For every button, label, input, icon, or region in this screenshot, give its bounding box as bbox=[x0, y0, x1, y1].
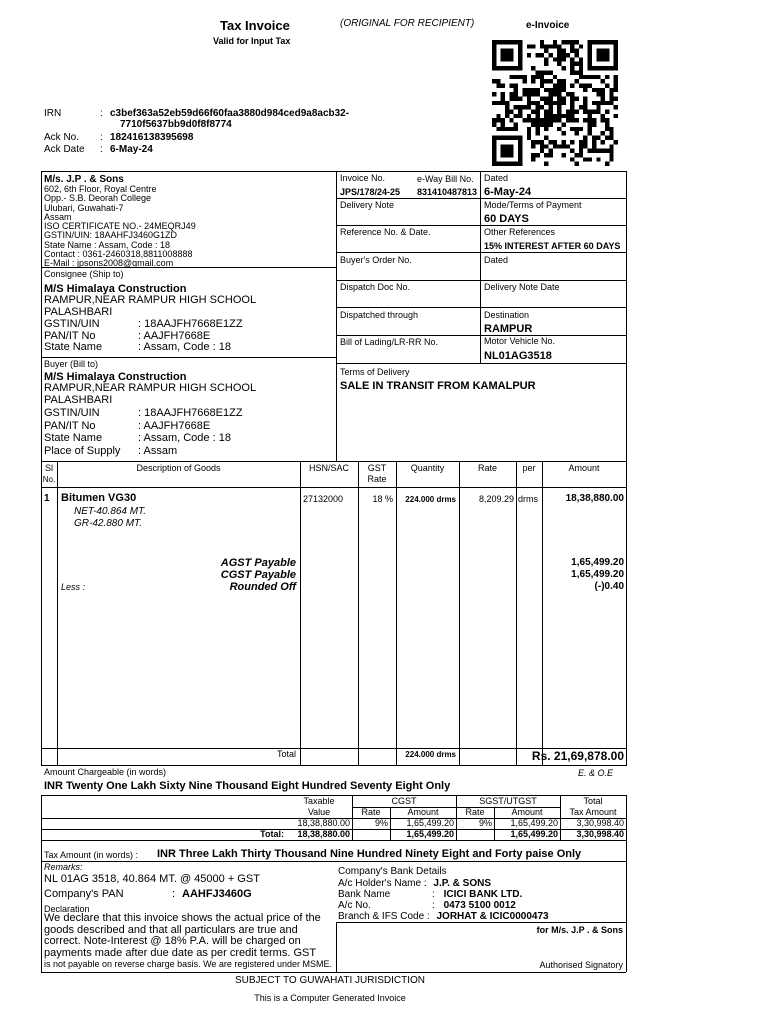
declaration-label: Declaration bbox=[44, 904, 90, 914]
eway-label: e-Way Bill No. bbox=[417, 174, 474, 184]
sgst-header: SGST/UTGST bbox=[479, 796, 537, 806]
bank-holder: A/c Holder's Name : J.P. & SONS bbox=[338, 878, 492, 889]
invoice-title: Tax Invoice bbox=[220, 18, 290, 33]
sgst-rate-header: Rate bbox=[465, 807, 485, 817]
terms-delivery: SALE IN TRANSIT FROM KAMALPUR bbox=[340, 380, 536, 392]
invoice-no: JPS/178/24-25 bbox=[340, 187, 401, 197]
remarks-label: Remarks: bbox=[44, 862, 83, 872]
remarks: NL 01AG 3518, 40.864 MT. @ 45000 + GST bbox=[44, 873, 260, 885]
authorised-signatory: Authorised Signatory bbox=[539, 960, 623, 970]
dated-label: Dated bbox=[484, 173, 509, 183]
col-sl: Sl No. bbox=[42, 463, 56, 484]
declaration-text: We declare that this invoice shows the actual price of the goods described and that all particulars are true and correct. Note-Interest @ 18% P.A. will be charged on payments made after due date as per credit terms. GST is not payable on reverse charge basis. We are registered under MSME. bbox=[44, 912, 332, 969]
col-per: per bbox=[522, 463, 536, 473]
seller-block bbox=[44, 174, 196, 269]
total-label: Total bbox=[276, 749, 296, 759]
dispatch-doc-label: Dispatch Doc No. bbox=[340, 282, 411, 292]
eway-no: 831410487813 bbox=[417, 187, 478, 197]
cgst-amount: 1,65,499.20 bbox=[571, 569, 624, 580]
col-gst: GST Rate bbox=[367, 463, 387, 484]
terms-delivery-label: Terms of Delivery bbox=[340, 367, 410, 377]
destination-label: Destination bbox=[484, 310, 530, 320]
other-ref-label: Other References bbox=[484, 227, 556, 237]
tax-row-cgst-rate: 9% bbox=[374, 818, 388, 828]
bank-branch: Branch & IFS Code : JORHAT & ICIC0000473 bbox=[338, 911, 549, 922]
total-amount: Rs. 21,69,878.00 bbox=[531, 749, 624, 763]
jurisdiction: SUBJECT TO GUWAHATI JURISDICTION bbox=[234, 975, 425, 986]
delivery-note-date-label: Delivery Note Date bbox=[484, 282, 560, 292]
motor-vehicle: NL01AG3518 bbox=[484, 350, 552, 362]
agst-amount: 1,65,499.20 bbox=[571, 557, 624, 568]
sgst-amount-header: Amount bbox=[511, 807, 543, 817]
cgst-header: CGST bbox=[391, 796, 417, 806]
qr-code-icon bbox=[486, 40, 624, 166]
company-pan: AAHFJ3460G bbox=[182, 888, 252, 900]
cgst-amount-header: Amount bbox=[407, 807, 439, 817]
tax-row-sgst-amount: 1,65,499.20 bbox=[510, 818, 558, 828]
bill-lading-label: Bill of Lading/LR-RR No. bbox=[340, 337, 439, 347]
round-amount: (-)0.40 bbox=[594, 581, 624, 592]
taxable-header: Taxable Value bbox=[303, 796, 335, 817]
original-label: (ORIGINAL FOR RECIPIENT) bbox=[340, 18, 475, 29]
tax-row-cgst-amount: 1,65,499.20 bbox=[406, 818, 454, 828]
terms-payment: 60 DAYS bbox=[484, 213, 529, 225]
ack-date-label: Ack Date bbox=[44, 144, 85, 155]
item-amount: 18,38,880.00 bbox=[565, 493, 624, 504]
tax-total-cgst: 1,65,499.20 bbox=[406, 829, 454, 839]
bank-acno: A/c No. : 0473 5100 0012 bbox=[338, 900, 516, 911]
tax-row-value: 18,38,880.00 bbox=[297, 818, 350, 828]
tax-total-value: 18,38,880.00 bbox=[297, 829, 350, 839]
col-quantity: Quantity bbox=[410, 463, 445, 473]
agst-label: AGST Payable bbox=[220, 557, 296, 569]
buyer-name: M/S Himalaya Construction bbox=[44, 371, 187, 383]
dispatched-through-label: Dispatched through bbox=[340, 310, 419, 320]
item-name: Bitumen VG30 bbox=[61, 492, 137, 504]
delivery-note-label: Delivery Note bbox=[340, 200, 395, 210]
computer-generated: This is a Computer Generated Invoice bbox=[254, 993, 406, 1003]
other-ref: 15% INTEREST AFTER 60 DAYS bbox=[484, 241, 621, 251]
ack-no-value: 182416138395698 bbox=[110, 132, 194, 143]
amount-in-words: INR Twenty One Lakh Sixty Nine Thousand Eight Hundred Seventy Eight Only bbox=[44, 780, 451, 792]
tax-total-sgst: 1,65,499.20 bbox=[510, 829, 558, 839]
eoe-label: E. & O.E bbox=[578, 768, 614, 778]
consignee-name: M/S Himalaya Construction bbox=[44, 283, 187, 295]
pan-label: Company's PAN bbox=[44, 888, 124, 900]
col-rate: Rate bbox=[477, 463, 497, 473]
terms-payment-label: Mode/Terms of Payment bbox=[484, 200, 582, 210]
seller-address: 602, 6th Floor, Royal Centre Opp.- S.B. Deorah College Ulubari, Guwahati-7 Assam ISO CERTIFICATE NO.- 24MEQRJ49 GSTIN/UIN: 18AAHFJ3460G1ZD State Name : Assam, Code : 18 Contact : 0361-2460318,8811008888 E-Mail : jpsons2008@gmail.com bbox=[44, 184, 196, 269]
tax-total-total: 3,30,998.40 bbox=[576, 829, 624, 839]
item-sl: 1 bbox=[44, 493, 50, 504]
for-company: for M/s. J.P . & Sons bbox=[536, 925, 623, 935]
ack-no-label: Ack No. bbox=[44, 132, 80, 143]
ack-no-colon: : bbox=[100, 132, 103, 143]
einvoice-label: e-Invoice bbox=[526, 20, 570, 31]
buyers-order-label: Buyer's Order No. bbox=[340, 255, 412, 265]
item-gst: 18 % bbox=[372, 494, 393, 504]
cgst-label: CGST Payable bbox=[220, 569, 296, 581]
tax-row-sgst-rate: 9% bbox=[478, 818, 492, 828]
col-amount: Amount bbox=[568, 463, 600, 473]
col-description: Description of Goods bbox=[136, 463, 221, 473]
col-hsn: HSN/SAC bbox=[308, 463, 349, 473]
buyer-label: Buyer (Bill to) bbox=[44, 359, 99, 369]
buyer-address: RAMPUR,NEAR RAMPUR HIGH SCHOOL PALASHBARI bbox=[44, 382, 257, 406]
bank-name: Bank Name : ICICI BANK LTD. bbox=[338, 889, 523, 900]
item-rate: 8,209.29 bbox=[478, 494, 514, 504]
tax-total-label: Total: bbox=[260, 829, 284, 839]
irn-label: IRN bbox=[44, 108, 62, 119]
total-quantity: 224.000 drms bbox=[405, 750, 456, 759]
tax-words-label: Tax Amount (in words) : bbox=[44, 850, 139, 860]
dated2-label: Dated bbox=[484, 255, 509, 265]
consignee-label: Consignee (Ship to) bbox=[44, 269, 124, 279]
pan-colon: : bbox=[172, 888, 176, 900]
ack-date-colon: : bbox=[100, 144, 103, 155]
tax-row-total: 3,30,998.40 bbox=[576, 818, 624, 828]
item-quantity: 224.000 drms bbox=[405, 495, 456, 504]
tax-words: INR Three Lakh Thirty Thousand Nine Hundred Ninety Eight and Forty paise Only bbox=[157, 848, 582, 860]
bank-title: Company's Bank Details bbox=[338, 866, 447, 877]
destination: RAMPUR bbox=[484, 323, 533, 335]
round-label: Rounded Off bbox=[229, 581, 296, 593]
reference-label: Reference No. & Date. bbox=[340, 227, 431, 237]
item-net: NET-40.864 MT. bbox=[74, 506, 147, 517]
item-hsn: 27132000 bbox=[303, 494, 344, 504]
irn-value: c3bef363a52eb59d66f60faa3880d984ced9a8acb32- 7710f5637bb9d0f8f8774 bbox=[110, 108, 350, 130]
invoice-date: 6-May-24 bbox=[484, 186, 532, 198]
item-per: drms bbox=[518, 494, 538, 504]
motor-vehicle-label: Motor Vehicle No. bbox=[484, 336, 556, 346]
total-tax-header: Total Tax Amount bbox=[569, 796, 617, 817]
less-label: Less : bbox=[61, 582, 86, 592]
item-gross: GR-42.880 MT. bbox=[74, 518, 142, 529]
chargeable-label: Amount Chargeable (in words) bbox=[44, 767, 167, 777]
consignee-ids: GSTIN/UIN : 18AAJFH7668E1ZZ PAN/IT No : AAJFH7668E State Name : Assam, Code : 18 bbox=[44, 318, 243, 353]
seller-name: M/s. J.P . & Sons bbox=[44, 174, 124, 185]
invoice-no-label: Invoice No. bbox=[340, 173, 386, 183]
consignee-address: RAMPUR,NEAR RAMPUR HIGH SCHOOL PALASHBARI bbox=[44, 294, 257, 318]
ack-date-value: 6-May-24 bbox=[110, 144, 153, 155]
irn-colon: : bbox=[100, 108, 103, 119]
cgst-rate-header: Rate bbox=[361, 807, 381, 817]
buyer-ids: GSTIN/UIN : 18AAJFH7668E1ZZ PAN/IT No : AAJFH7668E State Name : Assam, Code : 18 Place of Supply : Assam bbox=[44, 407, 243, 457]
invoice-subtitle: Valid for Input Tax bbox=[213, 36, 291, 46]
